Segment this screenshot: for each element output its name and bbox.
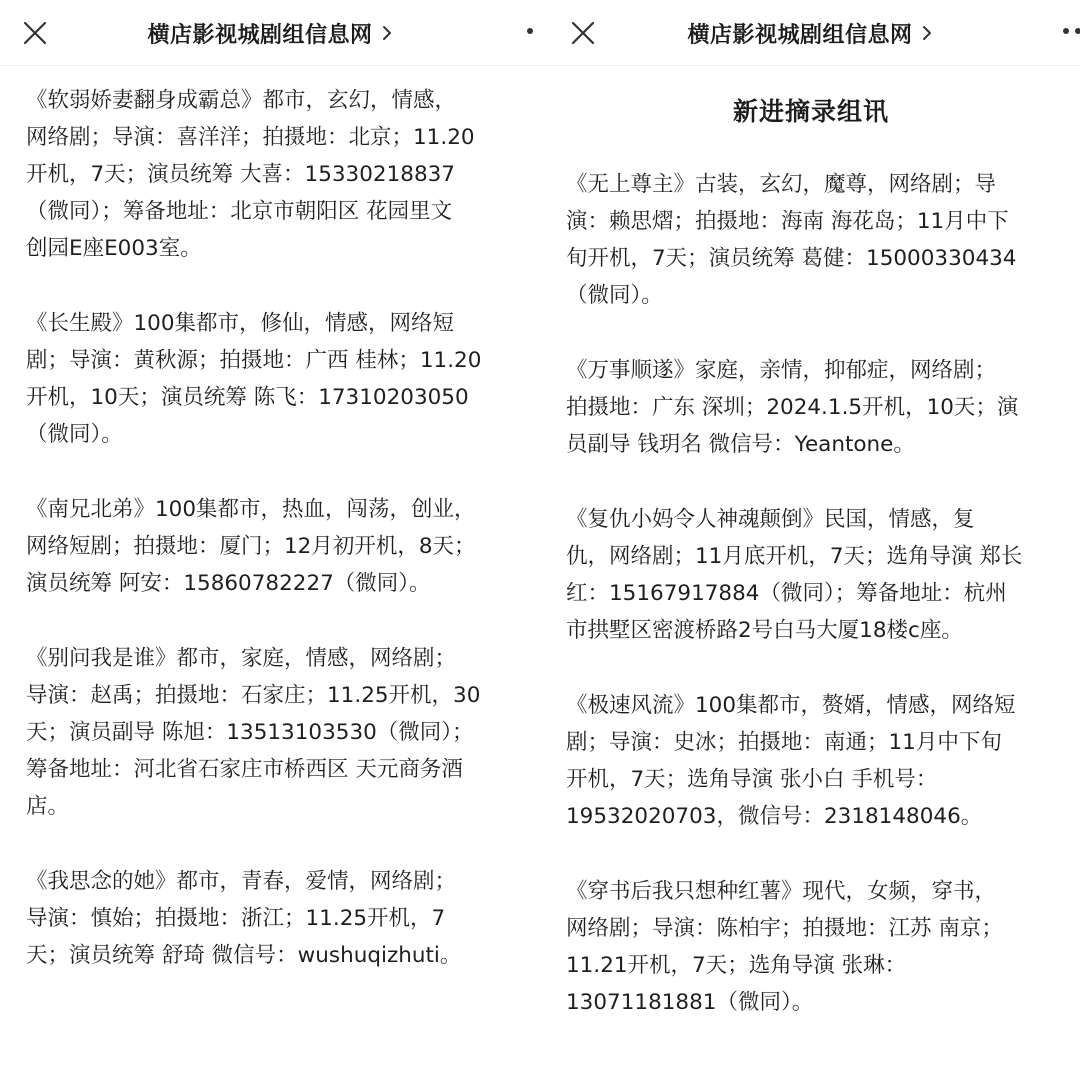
entry-line: （微同）。 bbox=[26, 422, 123, 447]
close-button[interactable] bbox=[22, 20, 48, 46]
entry-line: 《我思念的她》都市，青春，爱情，网络剧； bbox=[26, 869, 457, 894]
entry-line: 网络短剧；拍摄地：厦门；12月初开机，8天； bbox=[26, 534, 476, 559]
close-button[interactable] bbox=[570, 20, 596, 46]
more-options-button[interactable] bbox=[527, 28, 533, 34]
casting-entry bbox=[26, 640, 540, 825]
entry-line: 天；演员副导 陈旭：13513103530（微同）； bbox=[26, 720, 474, 745]
entry-line: 《南兄北弟》100集都市，热血，闯荡，创业， bbox=[26, 497, 476, 522]
casting-entry bbox=[26, 305, 540, 453]
account-title-link[interactable] bbox=[687, 18, 932, 49]
entry-line: 19532020703，微信号：2318148046。 bbox=[566, 804, 983, 829]
entry-line: 《万事顺遂》家庭，亲情，抑郁症，网络剧； bbox=[566, 358, 997, 383]
entry-line: 《长生殿》100集都市，修仙，情感，网络短 bbox=[26, 311, 455, 336]
casting-entry bbox=[566, 687, 1080, 835]
entry-line: 天；演员统筹 舒琦 微信号：wushuqizhuti。 bbox=[26, 943, 462, 968]
entry-line: 红：15167917884（微同）；筹备地址：杭州 bbox=[566, 581, 1007, 606]
account-title: 横店影视城剧组信息网 bbox=[147, 22, 373, 48]
more-options-button[interactable] bbox=[1063, 28, 1080, 34]
entry-line: 开机，10天；演员统筹 陈飞：17310203050 bbox=[26, 385, 469, 410]
entry-line: 筹备地址：河北省石家庄市桥西区 天元商务酒 bbox=[26, 757, 463, 782]
close-icon bbox=[22, 20, 48, 46]
entry-line: （微同）。 bbox=[566, 283, 663, 308]
entry-line: 13071181881（微同）。 bbox=[566, 990, 814, 1015]
entry-line: 旬开机，7天；演员统筹 葛健：15000330434 bbox=[566, 246, 1017, 271]
entry-line: （微同）；筹备地址：北京市朝阳区 花园里文 bbox=[26, 199, 453, 224]
casting-entry bbox=[566, 166, 1080, 314]
entry-line: 导演：慎始；拍摄地：浙江；11.25开机，7 bbox=[26, 906, 446, 931]
entry-line: 创园E座E003室。 bbox=[26, 236, 202, 261]
entry-line: 网络剧；导演：喜洋洋；拍摄地：北京；11.20 bbox=[26, 125, 475, 150]
entry-line: 店。 bbox=[26, 794, 70, 819]
account-title-link[interactable] bbox=[147, 18, 392, 49]
article-body bbox=[540, 66, 1080, 1021]
entry-line: 仇，网络剧；11月底开机，7天；选角导演 郑长 bbox=[566, 544, 1023, 569]
entry-line: 演员统筹 阿安：15860782227（微同）。 bbox=[26, 571, 431, 596]
entry-line: 演：赖思熠；拍摄地：海南 海花岛；11月中下 bbox=[566, 209, 1009, 234]
casting-entry bbox=[566, 873, 1080, 1021]
entry-line: 开机，7天；演员统筹 大喜：15330218837 bbox=[26, 162, 455, 187]
entry-line: 《穿书后我只想种红薯》现代，女频，穿书， bbox=[566, 879, 997, 904]
close-icon bbox=[570, 20, 596, 46]
casting-entry bbox=[26, 491, 540, 602]
casting-entry bbox=[26, 82, 540, 267]
entry-line: 《软弱娇妻翻身成霸总》都市，玄幻，情感， bbox=[26, 88, 457, 113]
article-header bbox=[540, 0, 1080, 66]
entry-line: 拍摄地：广东 深圳；2024.1.5开机，10天；演 bbox=[566, 395, 1019, 420]
more-icon-dot bbox=[1075, 28, 1080, 34]
entry-line: 11.21开机，7天；选角导演 张琳： bbox=[566, 953, 907, 978]
entry-line: 剧；导演：黄秋源；拍摄地：广西 桂林；11.20 bbox=[26, 348, 482, 373]
chevron-right-icon bbox=[921, 24, 933, 42]
article-header bbox=[0, 0, 540, 66]
chevron-right-icon bbox=[381, 24, 393, 42]
entry-line: 《无上尊主》古装，玄幻，魔尊，网络剧；导 bbox=[566, 172, 997, 197]
casting-entry bbox=[566, 352, 1080, 463]
casting-entry bbox=[26, 863, 540, 974]
entry-line: 员副导 钱玥名 微信号：Yeantone。 bbox=[566, 432, 915, 457]
entry-line: 市拱墅区密渡桥路2号白马大厦18楼c座。 bbox=[566, 618, 963, 643]
entry-line: 开机，7天；选角导演 张小白 手机号： bbox=[566, 767, 938, 792]
article-panel-right bbox=[540, 0, 1080, 1080]
more-icon bbox=[527, 28, 533, 34]
entry-line: 网络剧；导演：陈柏宇；拍摄地：江苏 南京； bbox=[566, 916, 1003, 941]
casting-entry bbox=[566, 501, 1080, 649]
article-body bbox=[0, 66, 540, 974]
entry-line: 《别问我是谁》都市，家庭，情感，网络剧； bbox=[26, 646, 457, 671]
account-title: 横店影视城剧组信息网 bbox=[687, 22, 913, 48]
more-icon bbox=[1063, 28, 1069, 34]
entry-line: 《复仇小妈令人神魂颠倒》民国，情感，复 bbox=[566, 507, 975, 532]
entry-line: 剧；导演：史冰；拍摄地：南通；11月中下旬 bbox=[566, 730, 1002, 755]
section-heading: 新进摘录组讯 bbox=[732, 97, 889, 126]
entry-line: 《极速风流》100集都市，赘婿，情感，网络短 bbox=[566, 693, 1016, 718]
entry-line: 导演：赵禹；拍摄地：石家庄；11.25开机，30 bbox=[26, 683, 481, 708]
